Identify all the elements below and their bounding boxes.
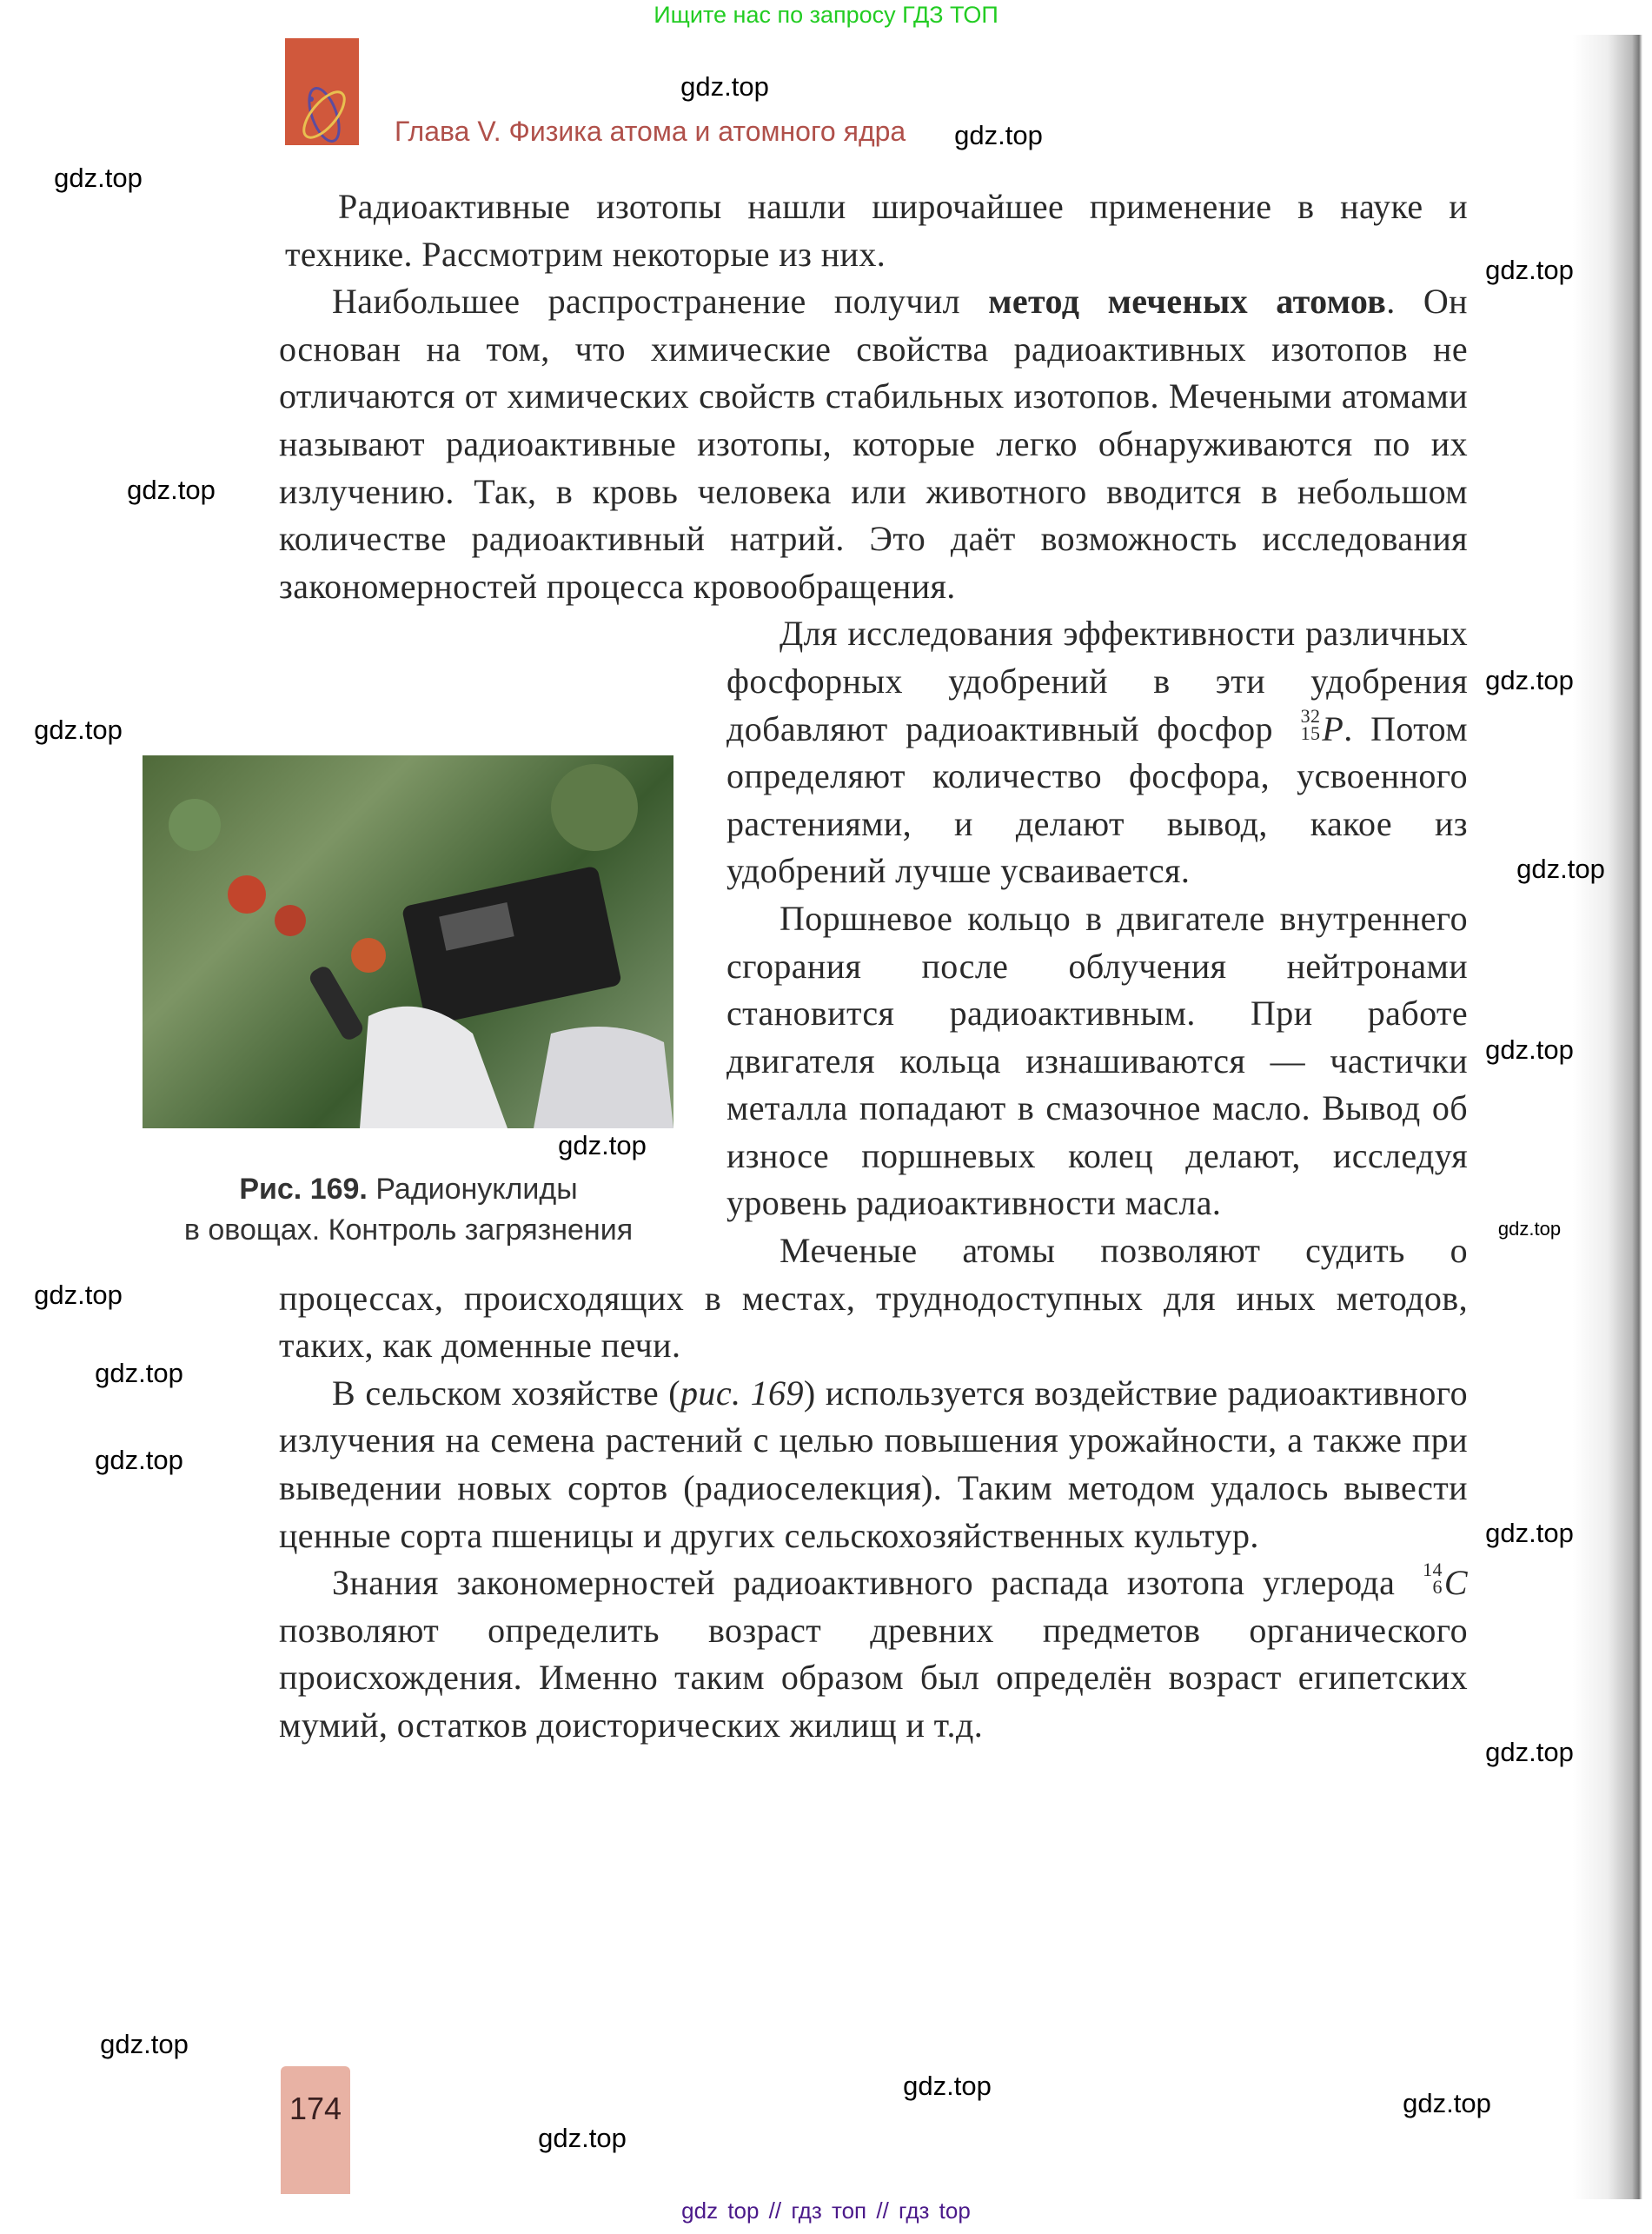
watermark: gdz.top	[1485, 1737, 1574, 1767]
isotope-phosphorus: 32 15	[1300, 704, 1321, 744]
chapter-badge	[285, 38, 359, 145]
watermark: gdz.top	[95, 1358, 183, 1388]
caption-line-1: Радионуклиды	[367, 1173, 578, 1206]
figure-label: Рис. 169.	[239, 1173, 368, 1206]
paragraph-2: Наибольшее распространение получил метод меченых атомов. Он основан на том, что химические свойства радиоактивных изотопов не отличаются от химических свойств стабильных изотопов. Мечеными атомами называют радиоактивные изотопы, которые легко обнаруживаются по их излучению. Так, в кровь человека или животного вводится в небольшом количестве радиоактивный натрий. Это даёт возможность исследования закономерностей процесса кровообращения.	[279, 282, 1468, 606]
watermark: gdz.top	[100, 2029, 189, 2059]
watermark: gdz.top	[127, 475, 216, 505]
figure-reference: рис. 169	[680, 1373, 804, 1413]
watermark: gdz.top	[1485, 1518, 1574, 1548]
watermark: gdz.top	[680, 71, 769, 102]
watermark: gdz.top	[1485, 665, 1574, 695]
chapter-title: Глава V. Физика атома и атомного ядра	[395, 116, 906, 147]
watermark: gdz.top	[95, 1445, 183, 1475]
isotope-carbon: 14 6	[1423, 1559, 1443, 1599]
paragraph-1: Радиоактивные изотопы нашли широчайшее применение в науке и технике. Рассмотрим некоторые из них.	[285, 187, 1468, 274]
paragraph-4: Поршневое кольцо в двигателе внутреннего сгорания после облучения нейтронами становится радиоактивным. При работе двигателя кольца изнашиваются — частички металла попадают в смазочное масло. Вывод об износе поршневых колец делают, исследуя уровень радиоактивности масла.	[726, 898, 1468, 1223]
watermark: gdz.top	[954, 120, 1043, 150]
figure-spacer	[279, 610, 726, 1227]
paragraph-3: Для исследования эффективности различных фосфорных удобрений в эти удобрения добавляют радиоактивный фосфор 32 15 P. Потом определяют количество фосфора, усвоенного растениями, и делают вывод, какое из удобрений лучше усваивается.	[726, 614, 1468, 891]
watermark: gdz.top	[1485, 1034, 1574, 1065]
watermark: gdz.top	[54, 163, 143, 193]
watermark: gdz.top	[558, 1130, 647, 1160]
paragraph-6: В сельском хозяйстве (рис. 169) используется воздействие радиоактивного излучения на семена растений с целью повышения урожайности, а также при выведении новых сортов (радиоселекция). Таким методом удалось вывести ценные сорта пшеницы и других сельскохозяйственных культур.	[279, 1373, 1468, 1555]
watermark: gdz.top	[1485, 255, 1574, 285]
atom-icon	[285, 38, 359, 145]
page-number-tab	[281, 2066, 350, 2194]
watermark: gdz.top	[1516, 854, 1605, 884]
paragraph-5: Меченые атомы позволяют судить о процессах, происходящих в местах, труднодоступных для иных методов, таких, как доменные печи.	[279, 1231, 1468, 1366]
watermark: gdz.top	[34, 715, 123, 745]
watermark: gdz.top	[1497, 1218, 1562, 1240]
page-number: 174	[289, 2091, 342, 2126]
search-banner-text: Ищите нас по запросу ГДЗ ТОП	[654, 2, 998, 28]
page-edge-shadow	[1573, 35, 1642, 2199]
footer-links: gdz top // гдз топ // гдз top	[681, 2197, 971, 2224]
watermark: gdz.top	[903, 2071, 992, 2101]
watermark: gdz.top	[34, 1280, 123, 1310]
caption-line-2: в овощах. Контроль загрязнения	[183, 1213, 634, 1247]
body-text	[279, 183, 1468, 1750]
watermark: gdz.top	[1403, 2088, 1491, 2118]
paragraph-7: Знания закономерностей радиоактивного распада изотопа углерода 14 6 C позволяют определить возраст древних предметов органического происхождения. Именно таким образом был определён возраст египетских мумий, остатков доисторических жилищ и т.д.	[279, 1559, 1468, 1745]
watermark: gdz.top	[538, 2123, 627, 2153]
search-banner	[0, 2, 1652, 29]
term-labeled-atoms: метод меченых атомов	[988, 282, 1387, 322]
